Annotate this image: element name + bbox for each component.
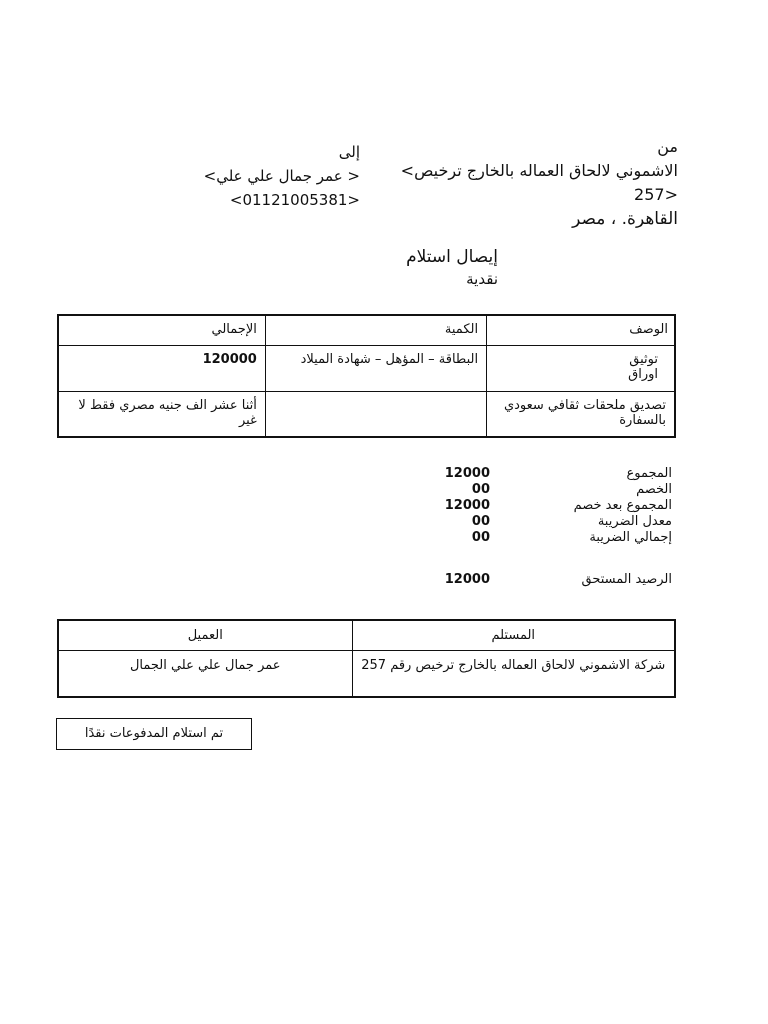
totals-row-balance [420, 572, 672, 588]
after-discount-label: المجموع بعد خصم [573, 498, 672, 513]
recipient-block [100, 140, 360, 212]
header-total: الإجمالي [58, 315, 265, 345]
client-value: عمر جمال علي علي الجمال [58, 651, 352, 697]
items-table [57, 314, 676, 438]
client-header: العميل [58, 620, 352, 651]
totals-row-discount [420, 482, 672, 498]
sender-company: <الاشموني لالحاق العماله بالخارج ترخيص [400, 161, 678, 180]
recipient-phone: <01121005381> [229, 191, 360, 209]
discount-label: الخصم [636, 482, 672, 497]
totals-block [420, 466, 672, 588]
signatures-value-row [58, 651, 675, 697]
row-description: توثيق اوراق [487, 345, 675, 391]
tax-total-value: 00 [471, 530, 490, 545]
row-total: 120000 [58, 345, 265, 391]
totals-row-tax-total [420, 530, 672, 546]
balance-value: 12000 [444, 572, 490, 587]
sender-city: القاهرة. ، مصر [572, 209, 678, 229]
sender-license: 257> [634, 185, 678, 204]
table-row [58, 391, 675, 437]
recipient-label: إلى [338, 143, 360, 161]
receipt-title: إيصال استلام [406, 247, 498, 267]
header-description: الوصف [487, 315, 675, 345]
cash-received-stamp: تم استلام المدفوعات نقدًا [56, 718, 252, 750]
after-discount-value: 12000 [444, 498, 490, 513]
header-quantity: الكمية [265, 315, 486, 345]
sender-block [348, 135, 678, 231]
receipt-subtitle: نقدية [466, 270, 498, 288]
tax-total-label: إجمالي الضريبة [589, 530, 672, 545]
totals-row-after-discount [420, 498, 672, 514]
sender-label: من [657, 137, 678, 156]
row-description: تصديق ملحقات ثقافي سعودي بالسفارة [487, 391, 675, 437]
receiver-header: المستلم [352, 620, 675, 651]
totals-row-subtotal [420, 466, 672, 482]
row-quantity: البطاقة – المؤهل – شهادة الميلاد [265, 345, 486, 391]
row-quantity [265, 391, 486, 437]
items-header-row [58, 315, 675, 345]
signatures-header-row [58, 620, 675, 651]
recipient-name: <عمر جمال علي علي > [203, 167, 360, 185]
subtotal-value: 12000 [444, 466, 490, 481]
subtotal-label: المجموع [626, 466, 672, 481]
discount-value: 00 [471, 482, 490, 497]
balance-label: الرصيد المستحق [581, 572, 672, 587]
tax-rate-label: معدل الضريبة [597, 514, 672, 529]
table-row [58, 345, 675, 391]
tax-rate-value: 00 [471, 514, 490, 529]
receiver-value: شركة الاشموني لالحاق العماله بالخارج ترخيص رقم 257 [352, 651, 675, 697]
totals-row-tax-rate [420, 514, 672, 530]
row-total: أثنا عشر الف جنيه مصري فقط لا غير [58, 391, 265, 437]
signatures-table [57, 619, 676, 698]
